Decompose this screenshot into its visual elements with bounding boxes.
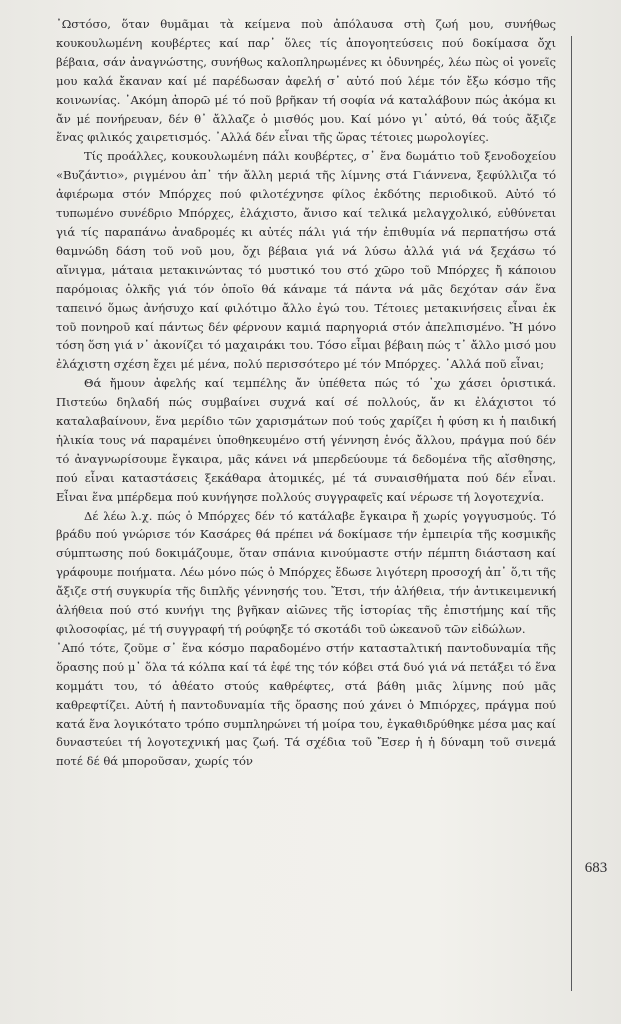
paragraph-1: ᾿Ωστόσο, ὅταν θυμᾶμαι τὰ κείμενα ποὺ ἀπόλαυσα στὴ ζωή μου, συνήθως κουκουλωμένη κουβέρτες καί παρ᾿ ὅλες τίς ἀπογοητεύσεις πού δοκίμασα ὄχι βέβαια, σάν ἀναγνώστης, συνήθως καλοπληρωμένες κι ὀδυνηρές, λέω πὼς οἱ γονεῖς μου καλά ἔκαναν καί μέ παρέδωσαν ἀφελή σ᾿ αὐτό πού λέμε τόν ἔξω κόσμο τῆς κοινωνίας. ᾿Ακόμη ἀπορῶ μέ τό ποῦ βρῆκαν τή σοφία νά καταλάβουν πώς ἀκόμα κι ἄν μέ πονήρευαν, δέν θ᾿ ἄλλαζε ὁ μισθός μου. Καί μόνο γι᾿ αὐτό, θά τούς ἄξιζε ἕνας φιλικός χαιρετισμός. ᾿Αλλά δέν εἶναι τῆς ὥρας τέτοιες μωρολογίες. [56,17,556,145]
body-text [56,15,556,771]
margin-rule [571,36,572,991]
paragraph-2: Τίς προάλλες, κουκουλωμένη πάλι κουβέρτες, σ᾿ ἕνα δωμάτιο τοῦ ξενοδοχείου «Βυζάντιο», ριγμένου ἀπ᾿ τήν ἄλλη μεριά τῆς λίμνης στά Γιάννενα, ξεφύλλιζα τό ἀφιέρωμα στόν Μπόρχες πού φιλοτέχνησε φίλος ἐκδότης περιοδικοῦ. Αὐτό τό τυπωμένο συνέδριο Μπόρχες, ἐλάχιστο, ἄνισο καί τελικά μελαγχολικό, εὐθύνεται γιά τίς παραπάνω ἀναδρομές κι αὐτές πάλι γιά τήν ἐπιθυμία νά περπατήσω στά θαμνώδη δάση τοῦ νοῦ μου, ὄχι βέβαια γιά νά λύσω ἀλλά γιά νά ξεχάσω τό αἴνιγμα, μάταια μετακινώντας τό μυστικό του στό χῶρο τοῦ Μπόρχες ἤ κάποιου παρόμοιας ὁλκῆς γιά τόν ὁποῖο θά κάναμε τά πάντα νά μᾶς δεχόταν σάν ἕνα ταπεινό ὅμως ἀνήσυχο καί φιλότιμο ἄλλο ἐγώ του. Τέτοιες μετακινήσεις εἶναι ἐκ τοῦ πονηροῦ καί πάντως δέν φέρνουν καμιά παρηγοριά στόν ἀπελπισμένο. Ἤ μόνο τόση ὅση γιά ν᾿ ἀκονίζει τό μαχαιράκι του. Τόσο εἶμαι βέβαιη πώς τ᾿ ἄλλο μισό μου ἐλάχιστη σχέση ἔχει μέ μένα, πολύ περισσότερο μέ τόν Μπόρχες. ᾿Αλλά ποῦ εἶναι; [56,149,556,372]
paragraph-4: Δέ λέω λ.χ. πώς ὁ Μπόρχες δέν τό κατάλαβε ἔγκαιρα ἤ χωρίς γογγυσμούς. Τό βράδυ πού γνώρισε τόν Κασάρες θά πρέπει νά δοκίμασε τήν ἐμπειρία τῆς κοσμικῆς σύμπτωσης πού δοκιμάζουμε, ὅταν σπάνια κινούμαστε στήν πέμπτη διάσταση καί γράφουμε ποιήματα. Λέω μόνο πώς ὁ Μπόρχες ἔδωσε λιγότερη προσοχή ἀπ᾿ ὅ,τι τῆς ἄξιζε στή συγκυρία τῆς διπλῆς γέννησής του. Ἔτσι, τήν ἀλήθεια, τήν ἀντικειμενική ἀλήθεια πού στό κυνήγι της βγῆκαν αἰῶνες τῆς ἱστορίας τῆς ἐπιστήμης καί τῆς φιλοσοφίας, μέ τή συγγραφή τή ρούφηξε τό σκοτάδι τοῦ ὠκεανοῦ τῶν εἰδώλων. [56,508,556,636]
paragraph-3: Θά ἤμουν ἀφελής καί τεμπέλης ἄν ὑπέθετα πώς τό ᾿χω χάσει ὁριστικά. Πιστεύω δηλαδή πώς συμβαίνει συχνά καί σέ πολλούς, ἄν κι ἐλάχιστοι τό καταλαβαίνουν, ἕνα μερίδιο τῶν χαρισμάτων πού τούς χαρίζει ἡ φύση κι ἡ παιδική ἡλικία τους νά παραμένει ὑποθηκευμένο στή γέννηση ἑνός ἄλλου, πράγμα πού δέν τό ἀναγνωρίσουμε ἔγκαιρα, μᾶς κάνει νά μπερδεύουμε τά δεδομένα τῆς αἴσθησης, πού εἶναι καταστάσεις ξεκάθαρα ἀτομικές, μέ τά συναισθήματα πού δέν εἶναι. Εἶναι ἕνα μπέρδεμα πού κυνήγησε πολλούς συγγραφεῖς καί νέρωσε τή λογοτεχνία. [56,376,556,504]
page-number: 683 [584,860,608,876]
paragraph-5: ᾿Από τότε, ζοῦμε σ᾿ ἕνα κόσμο παραδομένο στήν καταστaλτική παντοδυναμία τῆς ὅρασης πού μ᾿ ὅλα τά κόλπα καί τά ἐφέ της τόν κόβει στά δυό γιά νά πετάξει τό ἕνα κομμάτι του, τό ἀθέατο στούς καθρέφτες, στά βάθη μιᾶς λίμνης πού μᾶς καθρεφτίζει. Αὐτή ἡ παντοδυναμία τῆς ὅρασης πού χάνει ὁ Μπιόρχες, πράγμα πού κατά ἕνα λογικότατο τρόπο συμπληρώνει τή μοίρα του, ἐγκαθιδρύθηκε μέσα μας καί δυναστεύει τή λογοτεχνική μας ζωή. Τά σχέδια τοῦ Ἔσερ ἡ ἡ δύναμη τοῦ σινεμά ποτέ δέ θά μποροῦσαν, χωρίς τόν [56,640,556,769]
